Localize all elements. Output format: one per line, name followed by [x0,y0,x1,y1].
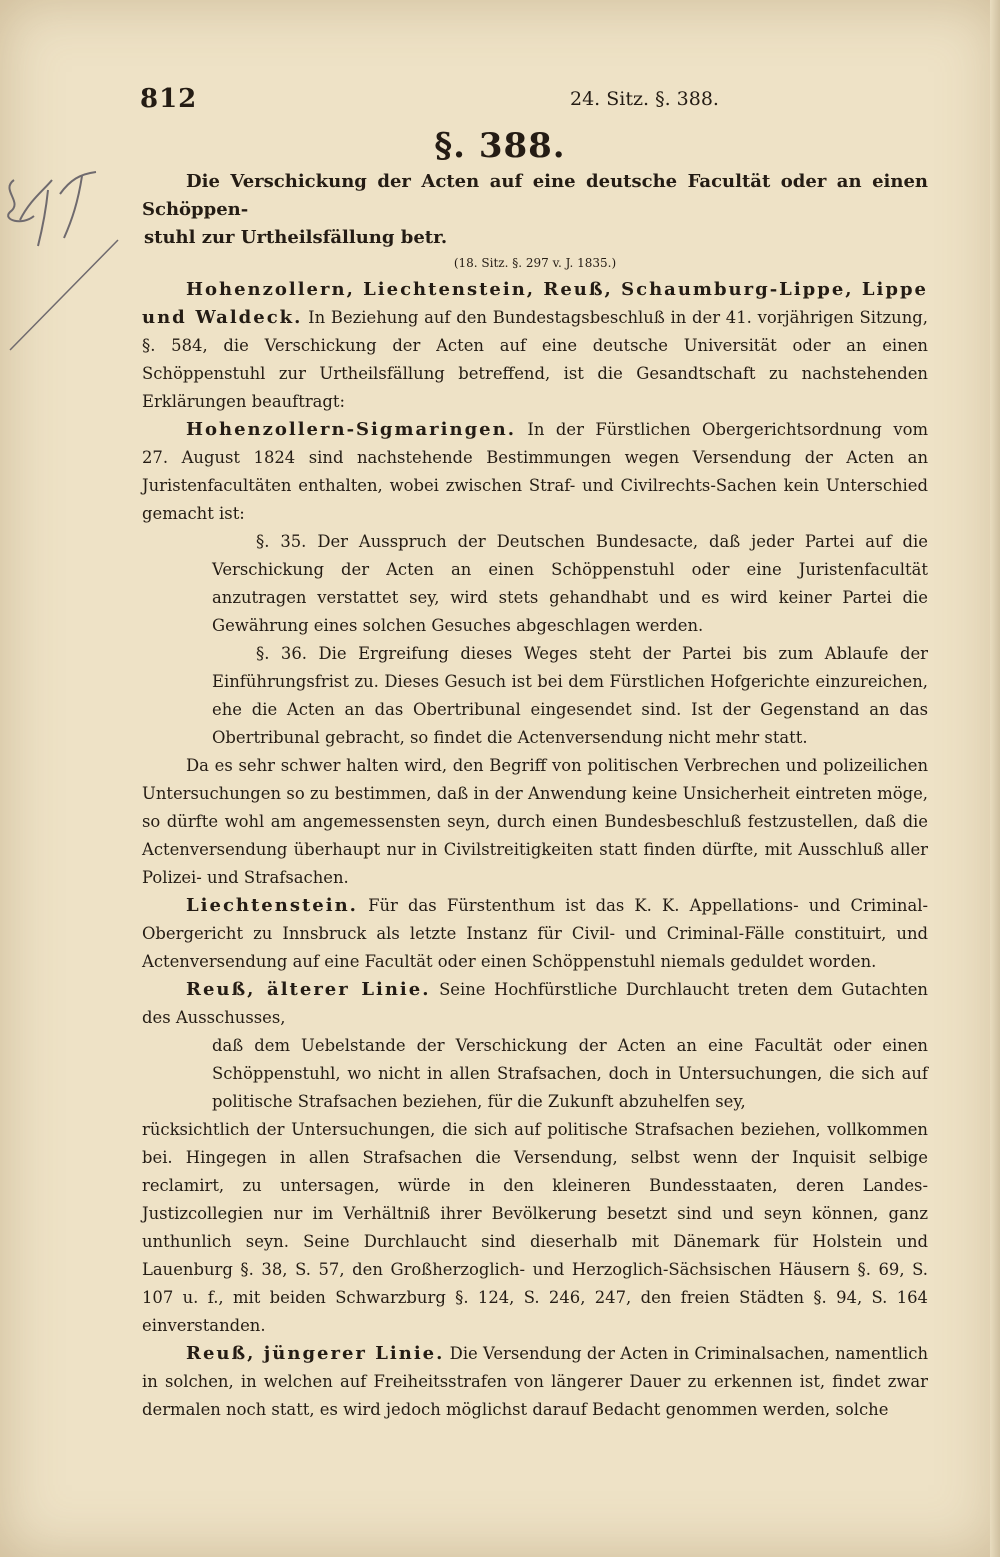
body-text [142,168,928,1424]
paragraph-states-text: In Beziehung auf den Bundestagsbeschluß in der 41. vorjährigen Sitzung, §. 584, die Verschickung der Acten auf eine deutsche Universität oder an einen Schöppenstuhl zur Urtheilsfällung betreffend, ist die Gesandtschaft zu nachstehenden Erklärungen beauftragt: [142,308,928,411]
section-36-label: §. 36. [256,644,307,663]
paragraph-section-36 [142,640,928,752]
heading-line-1: Die Verschickung der Acten auf eine deutsche Facultät oder an einen Schöppen- [142,171,928,220]
paragraph-liechtenstein-text: Für das Fürstenthum ist das K. K. Appellations- und Criminal-Obergericht zu Innsbruck als letzte Instanz für Civil- und Criminal-Fälle constituirt, und Actenversendung auf eine Facultät oder einen Schöppenstuhl niemals geduldet worden. [142,896,929,971]
page-number: 812 [140,84,198,114]
paragraph-reuss-elder [142,976,928,1032]
paragraph-hohenzollern [142,416,928,528]
section-35-text: Der Ausspruch der Deutschen Bundesacte, daß jeder Partei auf die Verschickung der Acten an einen Schöppenstuhl oder eine Juristenfacultät anzutragen verstattet sey, wird stets gehandhabt und es wird keiner Partei die Gewährung eines solchen Gesuches abgeschlagen werden. [212,532,928,635]
paragraph-reuss-younger-text: Die Versendung der Acten in Criminalsachen, namentlich in solchen, in welchen auf Freiheitsstrafen von längerer Dauer zu erkennen ist, findet zwar dermalen noch statt, es wird jedoch möglichst darauf Bedacht genommen werden, solche [142,1344,928,1419]
paragraph-reuss-younger [142,1340,928,1424]
paragraph-quote: daß dem Uebelstande der Verschickung der Acten an eine Facultät oder einen Schöppenstuhl, wo nicht in allen Strafsachen, doch in Untersuchungen, die sich auf politische Strafsachen beziehen, für die Zukunft abzuhelfen sey, [212,1036,928,1111]
paragraph-section-35 [142,528,928,640]
paragraph-reuss-elder-text: Seine Hochfürstliche Durchlaucht treten dem Gutachten des Ausschusses, [142,980,928,1027]
paragraph-liechtenstein [142,892,928,976]
paragraph-reuss-elder-continued: rücksichtlich der Untersuchungen, die sich auf politische Strafsachen beziehen, vollkommen bei. Hingegen in allen Strafsachen die Versendung, selbst wenn der Inquisit selbige reclamirt, zu untersagen, würde in den kleineren Bundesstaaten, deren Landes-Justizcollegien nur im Verhältniß ihrer Bevölkerung besetzt sind und seyn können, ganz unthunlich seyn. Seine Durchlaucht sind dieserhalb mit Dänemark für Holstein und Lauenburg §. 38, S. 57, den Großherzoglich- und Herzoglich-Sächsischen Häusern §. 69, S. 107 u. f., mit beiden Schwarzburg §. 124, S. 246, 247, den freien Städten §. 94, S. 164 einverstanden. [142,1120,928,1335]
heading-reference: (18. Sitz. §. 297 v. J. 1835.) [453,256,617,270]
section-36-text: Die Ergreifung dieses Weges steht der Partei bis zum Ablaufe der Einführungsfrist zu. Dieses Gesuch ist bei dem Fürstlichen Hofgerichte einzureichen, ehe die Acten an das Obertribunal eingesendet sind. Ist der Gegenstand an das Obertribunal gebracht, so findet die Actenversendung nicht mehr statt. [212,644,928,747]
page-header [140,84,930,124]
paragraph-reuss-elder-lead: Reuß, älterer Linie. [186,979,431,1000]
paragraph-hohenzollern-text: In der Fürstlichen Obergerichtsordnung vom 27. August 1824 sind nachstehende Bestimmungen wegen Versendung der Acten an Juristenfacultäten enthalten, wobei zwischen Straf- und Civilrechts-Sachen kein Unterschied gemacht ist: [142,420,928,523]
section-35-label: §. 35. [256,532,307,551]
margin-pencil-annotation [0,150,130,380]
paragraph-liechtenstein-lead: Liechtenstein. [186,895,358,916]
heading-line-2: stuhl zur Urtheilsfällung betr. [144,227,448,248]
paragraph-reuss-younger-lead: Reuß, jüngerer Linie. [186,1343,445,1364]
page-edge [990,0,1000,1557]
section-title: §. 388. [434,126,566,166]
paragraph-hohenzollern-lead: Hohenzollern-Sigmaringen. [186,419,516,440]
paragraph-states-lead: Hohenzollern, Liechtenstein, Reuß, Schaumburg-Lippe, Lippe und Waldeck. [142,279,928,328]
running-title: 24. Sitz. §. 388. [570,88,719,110]
paragraph-states [142,276,928,416]
paragraph-political-crimes: Da es sehr schwer halten wird, den Begriff von politischen Verbrechen und polizeilichen Untersuchungen so zu bestimmen, daß in der Anwendung keine Unsicherheit eintreten möge, so dürfte wohl am angemessensten seyn, durch einen Bundesbeschluß festzustellen, daß die Actenversendung überhaupt nur in Civilstreitigkeiten statt finden dürfte, mit Ausschluß aller Polizei- und Strafsachen. [142,756,928,887]
